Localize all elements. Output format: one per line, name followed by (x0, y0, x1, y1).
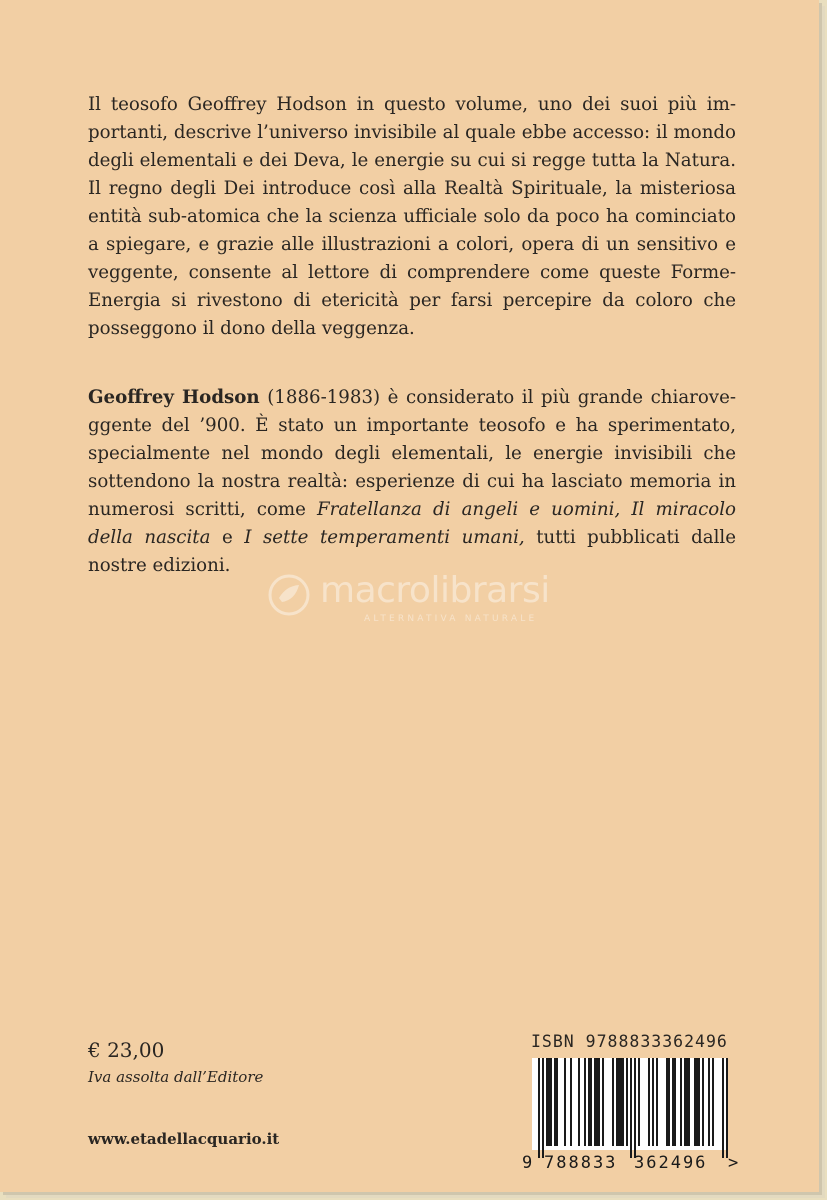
bio-text: tutti pubblicati dalle nostre edizioni. (88, 527, 736, 576)
barcode-bar (656, 1058, 658, 1146)
barcode-bar (626, 1058, 628, 1146)
barcode-digits-left: 788833 (544, 1153, 618, 1172)
barcode-bar (702, 1058, 704, 1146)
barcode-bar (556, 1058, 558, 1146)
barcode-bar (638, 1058, 640, 1146)
barcode-bar (620, 1058, 622, 1146)
watermark-tagline: ALTERNATIVA NATURALE (364, 614, 538, 624)
barcode-bar (598, 1058, 600, 1146)
barcode-bar (590, 1058, 592, 1146)
bio-text: (1886-1983) è considerato il più grande chiaroveggente del ’900. È stato un importante teosofo e ha sperimentato, specialmente nel mondo degli elementali, le energie invisibili che sottendono la nostra realtà: esperienze di cui ha lasciato memoria in numerosi scritti, come (88, 387, 736, 520)
barcode-bar (674, 1058, 676, 1146)
barcode-bar (712, 1058, 714, 1146)
barcode-bar (634, 1058, 636, 1158)
author-name: Geoffrey Hodson (88, 387, 260, 408)
barcode-bar (672, 1058, 674, 1146)
author-biography (88, 384, 736, 580)
publisher-website[interactable]: www.etadellacquario.it (88, 1130, 280, 1148)
barcode-bar (564, 1058, 566, 1146)
barcode-bar (538, 1058, 540, 1158)
barcode-bar (542, 1058, 544, 1158)
price: € 23,00 (88, 1038, 165, 1062)
barcode-bar (554, 1058, 556, 1146)
barcode-bar (546, 1058, 548, 1146)
barcode-bar (696, 1058, 698, 1146)
isbn-label: ISBN 9788833362496 (531, 1032, 728, 1051)
barcode-bar (666, 1058, 668, 1146)
barcode-bar (630, 1058, 632, 1158)
barcode-bar (680, 1058, 682, 1146)
barcode-bar (616, 1058, 618, 1146)
barcode-bar (570, 1058, 572, 1146)
barcode-bar (708, 1058, 710, 1146)
barcode-bar (550, 1058, 552, 1146)
barcode-bar (648, 1058, 650, 1146)
isbn-barcode (522, 1056, 742, 1172)
barcode-bar (618, 1058, 620, 1146)
macrolibrarsi-watermark (268, 570, 568, 634)
vat-note: Iva assolta dall’Editore (88, 1068, 264, 1086)
barcode-bar (684, 1058, 686, 1146)
barcode-bar (584, 1058, 586, 1146)
barcode-bar (596, 1058, 598, 1146)
barcode-bar (602, 1058, 604, 1146)
book-title-2: Il miracolo della nascita (88, 499, 737, 548)
barcode-bar (668, 1058, 670, 1146)
barcode-bar (652, 1058, 654, 1146)
barcode-digits-right: 362496 (634, 1153, 708, 1172)
barcode-bar (722, 1058, 724, 1158)
barcode-bar (588, 1058, 590, 1146)
book-description: Il teosofo Geoffrey Hodson in questo volume, uno dei suoi più importanti, descrive l’universo invisibile al quale ebbe accesso: il mondo degli elementali e dei Deva, le energie su cui si regge tutta la Natura. Il regno degli Dei introduce così alla Realtà Spirituale, la misteriosa entità sub-atomica che la scienza ufficiale solo da poco ha cominciato a spiegare, e grazie alle illustrazioni a colori, opera di un sensitivo e veggente, consente al lettore di comprendere come queste Forme-Energia si rivestono di etericità per farsi percepire da coloro che posseggono il dono della veggenza. (88, 94, 736, 339)
barcode-bar (688, 1058, 690, 1146)
barcode-bar (698, 1058, 700, 1146)
barcode-bar (548, 1058, 550, 1146)
barcode-bar (686, 1058, 688, 1146)
barcode-digit-first: 9 (522, 1153, 533, 1172)
barcode-bar (694, 1058, 696, 1146)
watermark-name: macrolibrarsi (320, 570, 550, 611)
barcode-bar (726, 1058, 728, 1158)
barcode-bar (612, 1058, 614, 1146)
barcode-quiet-mark: > (728, 1153, 739, 1172)
barcode-bar (594, 1058, 596, 1146)
bio-text (620, 499, 631, 520)
book-title-1: Fratellanza di angeli e uomini, (317, 499, 621, 520)
barcode-bar (578, 1058, 580, 1146)
barcode-bar (622, 1058, 624, 1146)
bio-text: e (210, 527, 245, 548)
leaf-logo-icon (268, 574, 310, 616)
book-title-3: I sette temperamenti umani, (244, 527, 525, 548)
